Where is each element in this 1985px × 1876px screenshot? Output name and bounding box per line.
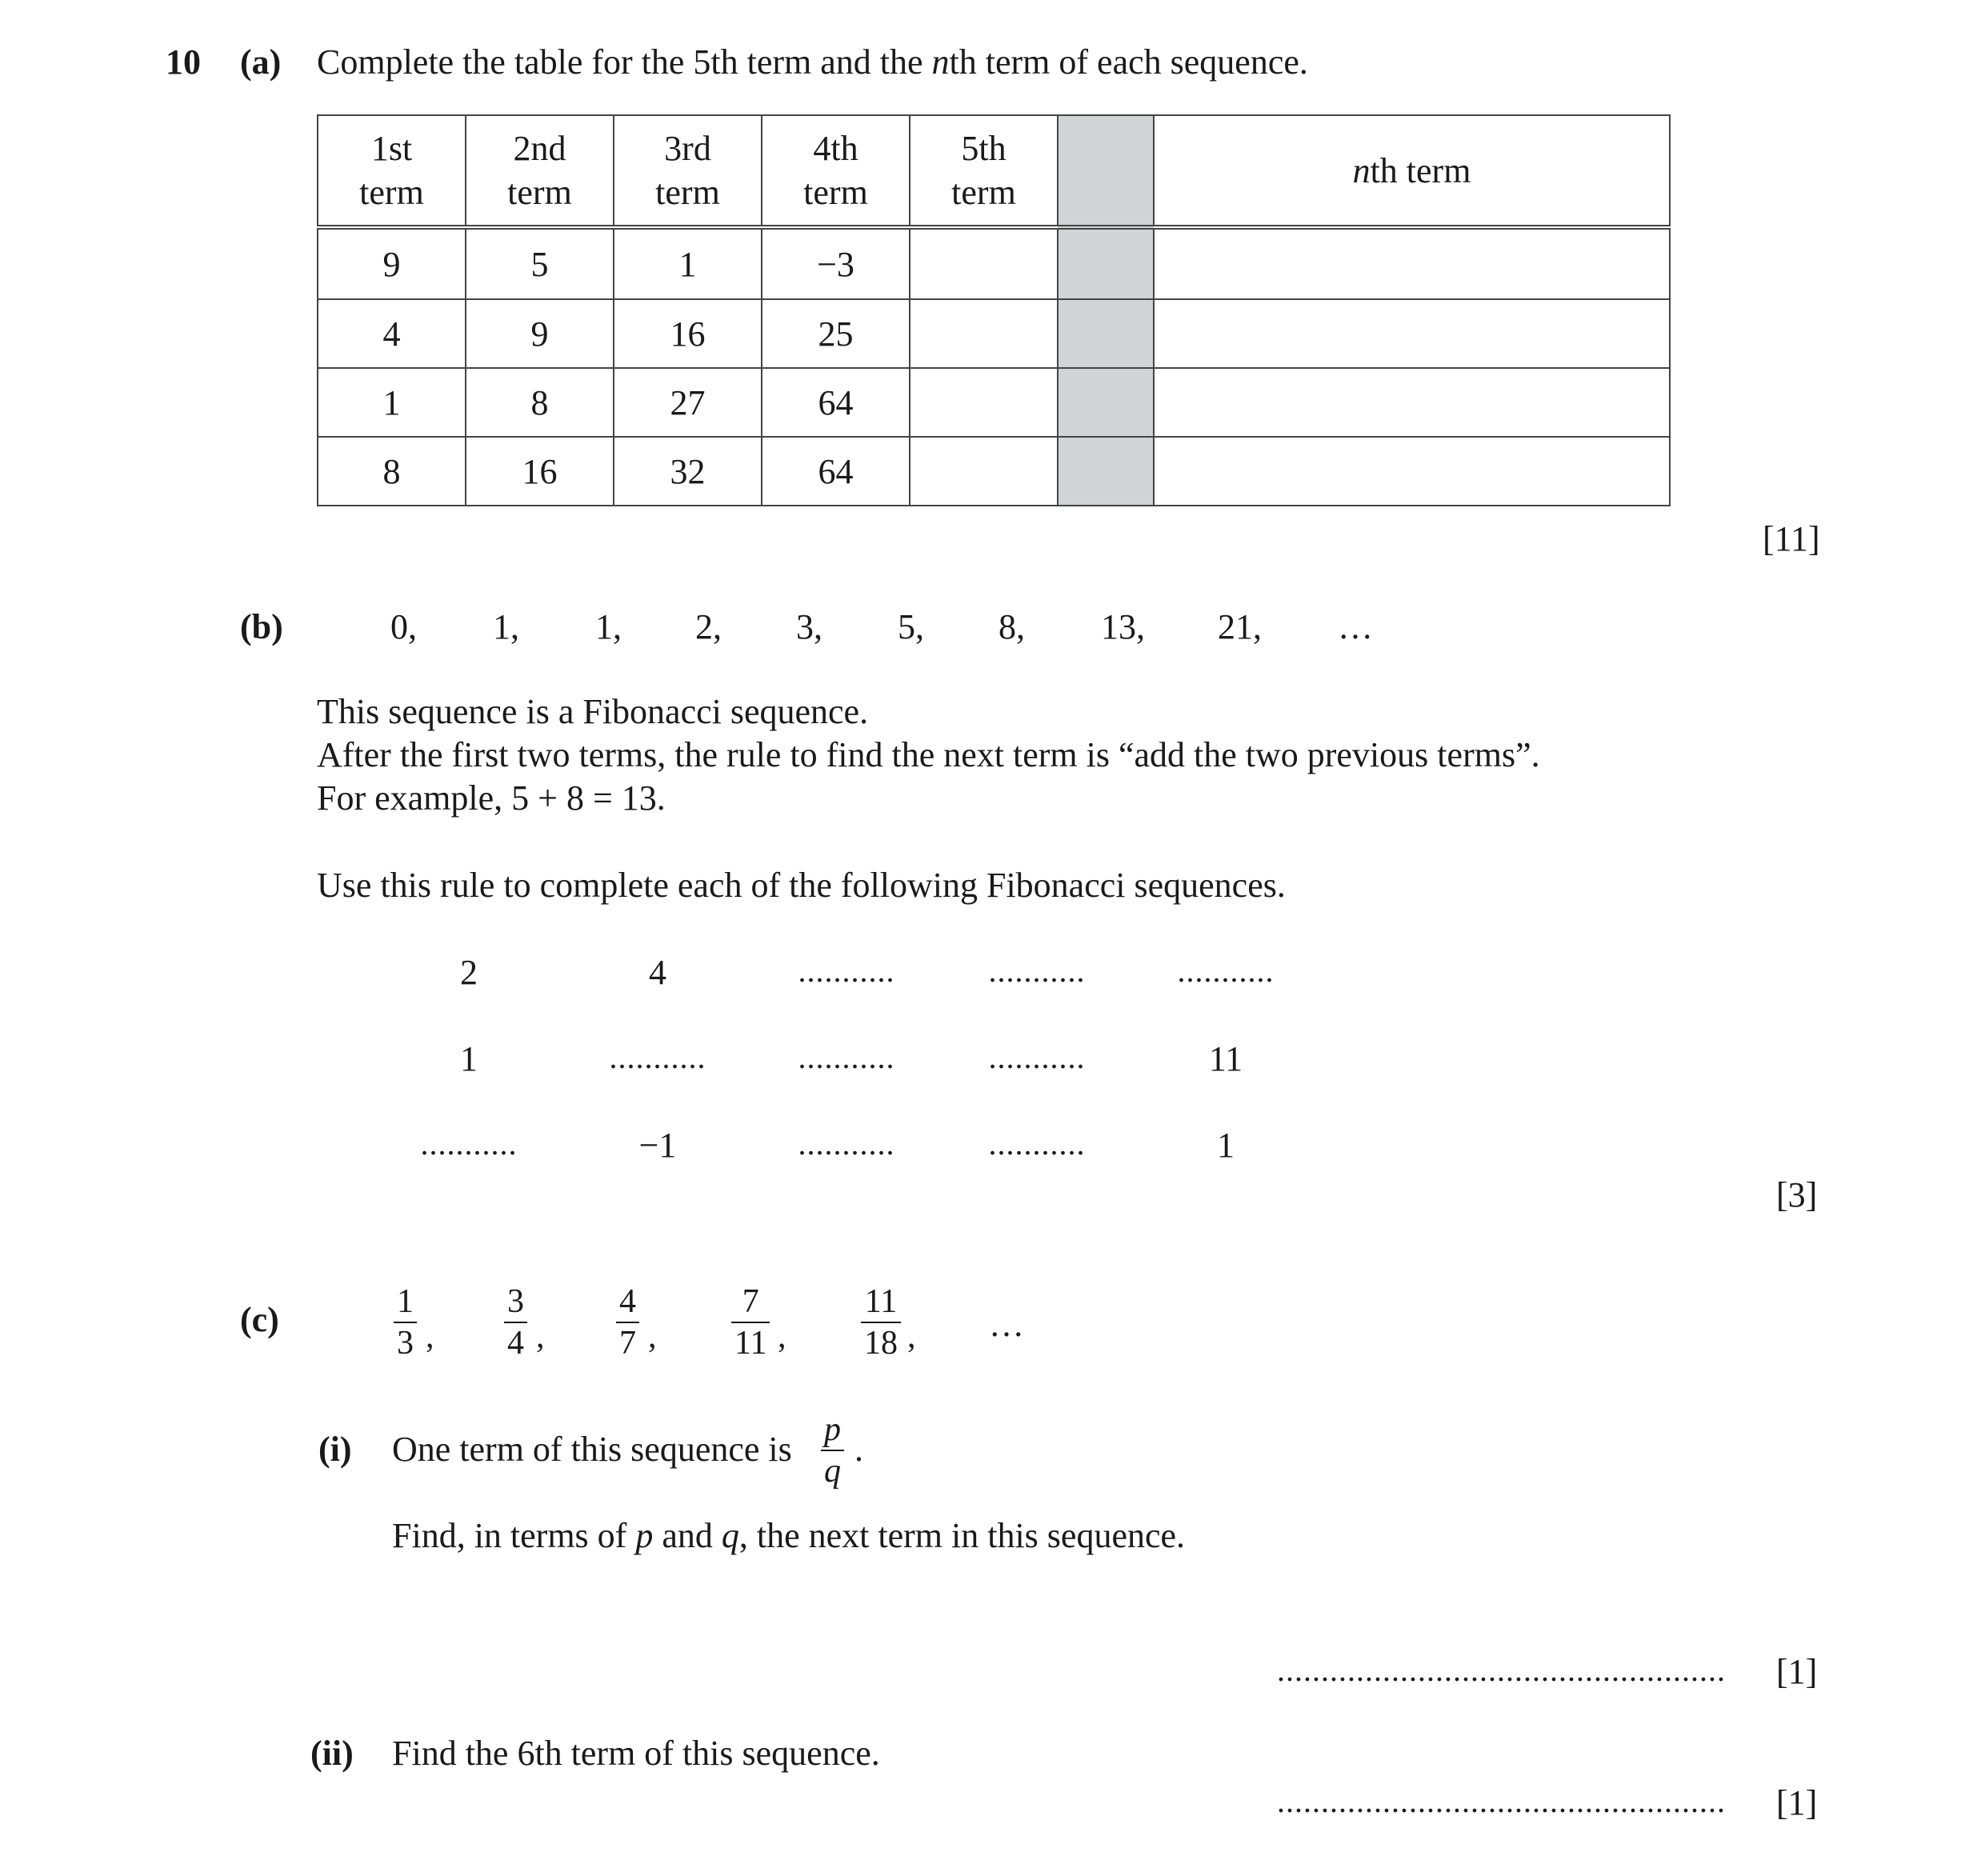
answer-nth-term-cell[interactable] bbox=[1154, 437, 1670, 506]
part-c-i-label: (i) bbox=[318, 1430, 352, 1469]
table-cell: 9 bbox=[466, 299, 614, 368]
table-cell: 4 bbox=[318, 299, 466, 368]
header-nth-term: nth term bbox=[1154, 115, 1670, 227]
sequence-3-term-2: −1 bbox=[638, 1126, 677, 1165]
fibonacci-term: 13, bbox=[1101, 607, 1145, 646]
header-4th-term: 4th term bbox=[762, 115, 910, 227]
fraction-term: $\frac{1}{3}$ bbox=[394, 1285, 417, 1360]
answer-5th-term-cell[interactable] bbox=[910, 227, 1058, 299]
answer-5th-term-cell[interactable] bbox=[910, 437, 1058, 506]
shaded-spacer-cell bbox=[1058, 299, 1154, 368]
table-cell: 1 bbox=[318, 368, 466, 437]
fibonacci-rule: After the first two terms, the rule to find the next term is “add the two previous terms”. bbox=[317, 735, 1540, 774]
table-cell: 8 bbox=[466, 368, 614, 437]
part-b-label: (b) bbox=[240, 607, 283, 646]
fraction-comma: , bbox=[648, 1318, 657, 1355]
fibonacci-ellipsis: … bbox=[1338, 607, 1373, 646]
fibonacci-instruction: Use this rule to complete each of the following Fibonacci sequences. bbox=[317, 866, 1286, 905]
answer-nth-term-cell[interactable] bbox=[1154, 227, 1670, 299]
fraction-term: $\frac{7}{11}$ bbox=[731, 1285, 770, 1360]
table-cell: 27 bbox=[614, 368, 762, 437]
table-cell: 64 bbox=[762, 368, 910, 437]
table-cell: 16 bbox=[466, 437, 614, 506]
part-c-ii-marks: [1] bbox=[1776, 1783, 1818, 1822]
prompt-text-start: Complete the table for the 5th term and the bbox=[317, 42, 932, 82]
fibonacci-description: This sequence is a Fibonacci sequence. bbox=[317, 692, 869, 731]
header-3rd-term: 3rd term bbox=[614, 115, 762, 227]
part-c-i-text: One term of this sequence is bbox=[392, 1430, 792, 1469]
answer-5th-term-cell[interactable] bbox=[910, 299, 1058, 368]
sequence-3-answer-blank[interactable]: ........... bbox=[420, 1126, 518, 1162]
shaded-spacer-cell bbox=[1058, 368, 1154, 437]
fibonacci-term: 8, bbox=[999, 607, 1025, 646]
fraction-comma: , bbox=[426, 1318, 434, 1355]
fraction-term: $\frac{11}{18}$ bbox=[861, 1285, 901, 1360]
table-cell: 25 bbox=[762, 299, 910, 368]
sequence-2-answer-blank[interactable]: ........... bbox=[988, 1039, 1086, 1075]
fibonacci-term: 3, bbox=[796, 607, 822, 646]
part-c-i-marks: [1] bbox=[1776, 1652, 1818, 1691]
prompt-text-end: th term of each sequence. bbox=[949, 42, 1308, 82]
answer-nth-term-cell[interactable] bbox=[1154, 368, 1670, 437]
fraction-ellipsis: … bbox=[989, 1305, 1024, 1344]
sentence-period: . bbox=[854, 1430, 863, 1469]
fraction-comma: , bbox=[536, 1318, 545, 1355]
fibonacci-term: 1, bbox=[493, 607, 519, 646]
fibonacci-term: 2, bbox=[695, 607, 722, 646]
sequence-table bbox=[317, 114, 1671, 506]
table-cell: 5 bbox=[466, 227, 614, 299]
shaded-spacer-cell bbox=[1058, 227, 1154, 299]
table-cell: 8 bbox=[318, 437, 466, 506]
question-number: 10 bbox=[166, 42, 201, 82]
part-c-i-question: Find, in terms of p and q, the next term in this sequence. bbox=[392, 1516, 1186, 1555]
sequence-2-term-5: 11 bbox=[1208, 1039, 1243, 1078]
part-c-ii-label: (ii) bbox=[310, 1734, 354, 1773]
shaded-spacer-cell bbox=[1058, 437, 1154, 506]
header-5th-term: 5th term bbox=[910, 115, 1058, 227]
table-row bbox=[318, 368, 1670, 437]
fibonacci-term: 5, bbox=[898, 607, 924, 646]
table-cell: 9 bbox=[318, 227, 466, 299]
table-row bbox=[318, 227, 1670, 299]
table-row bbox=[318, 299, 1670, 368]
sequence-1-answer-blank[interactable]: ........... bbox=[988, 953, 1086, 989]
answer-nth-term-cell[interactable] bbox=[1154, 299, 1670, 368]
table-cell: 1 bbox=[614, 227, 762, 299]
fraction-term: $\frac{3}{4}$ bbox=[504, 1285, 527, 1360]
header-1st-term: 1st term bbox=[318, 115, 466, 227]
sequence-1-answer-blank[interactable]: ........... bbox=[1177, 953, 1275, 989]
table-row bbox=[318, 437, 1670, 506]
header-2nd-term: 2nd term bbox=[466, 115, 614, 227]
fraction-p-over-q: $\frac{p}{q}$ bbox=[821, 1413, 844, 1488]
answer-5th-term-cell[interactable] bbox=[910, 368, 1058, 437]
sequence-2-term-1: 1 bbox=[460, 1039, 478, 1078]
part-a-prompt bbox=[317, 42, 1308, 82]
sequence-3-term-5: 1 bbox=[1217, 1126, 1235, 1165]
prompt-n-variable: n bbox=[931, 42, 950, 82]
fibonacci-example: For example, 5 + 8 = 13. bbox=[317, 778, 666, 818]
part-b-marks: [3] bbox=[1776, 1175, 1818, 1214]
fraction-comma: , bbox=[778, 1318, 786, 1355]
table-cell: 64 bbox=[762, 437, 910, 506]
sequence-1-term-1: 2 bbox=[460, 953, 478, 992]
part-c-label: (c) bbox=[240, 1300, 279, 1339]
table-cell: 16 bbox=[614, 299, 762, 368]
part-a-label: (a) bbox=[240, 42, 282, 82]
table-cell: −3 bbox=[762, 227, 910, 299]
table-cell: 32 bbox=[614, 437, 762, 506]
sequence-3-answer-blank[interactable]: ........... bbox=[798, 1126, 895, 1162]
table-header-row bbox=[318, 115, 1670, 227]
sequence-1-term-2: 4 bbox=[649, 953, 666, 992]
fraction-term: $\frac{4}{7}$ bbox=[616, 1285, 639, 1360]
fibonacci-term: 0, bbox=[390, 607, 417, 646]
part-c-ii-answer-line[interactable]: ................................................... bbox=[1277, 1783, 1726, 1819]
part-c-ii-question: Find the 6th term of this sequence. bbox=[392, 1734, 880, 1773]
fraction-comma: , bbox=[907, 1318, 916, 1355]
sequence-2-answer-blank[interactable]: ........... bbox=[798, 1039, 895, 1075]
part-c-i-answer-line[interactable]: ................................................... bbox=[1277, 1652, 1726, 1688]
sequence-2-answer-blank[interactable]: ........... bbox=[609, 1039, 706, 1075]
shaded-spacer-cell bbox=[1058, 115, 1154, 227]
sequence-3-answer-blank[interactable]: ........... bbox=[988, 1126, 1086, 1162]
sequence-1-answer-blank[interactable]: ........... bbox=[798, 953, 895, 989]
fibonacci-term: 1, bbox=[595, 607, 622, 646]
fibonacci-term: 21, bbox=[1218, 607, 1262, 646]
part-a-marks: [11] bbox=[1763, 519, 1820, 558]
